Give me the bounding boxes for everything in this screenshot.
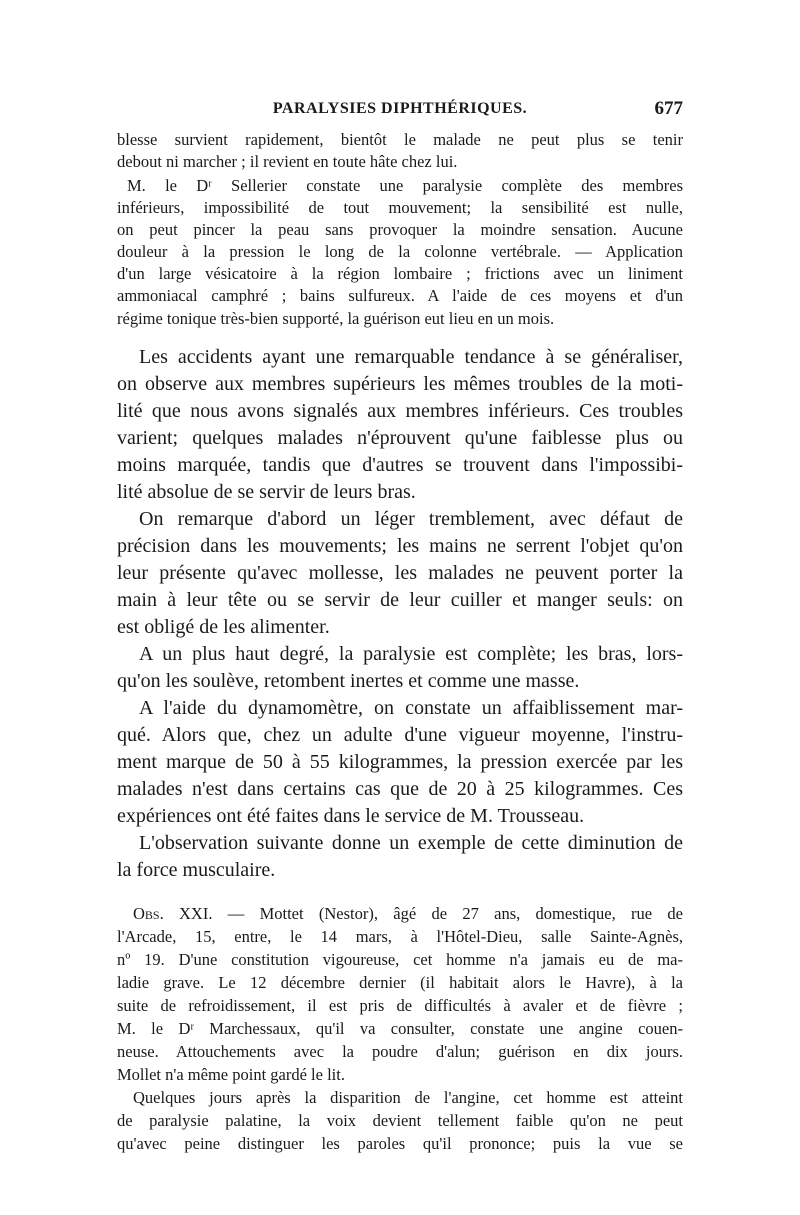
observation-line: ladie grave. Le 12 décembre dernier (il habitait alors le Havre), à la bbox=[117, 973, 683, 992]
text-line: debout ni marcher ; il revient en toute hâte chez lui. bbox=[117, 152, 458, 171]
observation-line: de paralysie palatine, la voix devient tellement faible qu'on ne peut bbox=[117, 1111, 683, 1130]
running-title: PARALYSIES DIPHTHÉRIQUES. bbox=[272, 100, 528, 117]
observation-line: qu'avec peine distinguer les paroles qu'il prononce; puis la vue se bbox=[117, 1134, 683, 1153]
text-line: varient; quelques malades n'éprouvent qu'une faiblesse plus ou bbox=[117, 427, 683, 449]
text-line: Les accidents ayant une remarquable tendance à se généraliser, bbox=[139, 346, 683, 368]
observation-line: Mollet n'a même point gardé le lit. bbox=[117, 1065, 345, 1084]
text-line: ment marque de 50 à 55 kilogrammes, la pression exercée par les bbox=[117, 751, 683, 773]
text-line: main à leur tête ou se servir de leur cuiller et manger seuls: on bbox=[117, 589, 683, 611]
running-header bbox=[117, 98, 683, 124]
observation-line: neuse. Attouchements avec la poudre d'alun; guérison en dix jours. bbox=[117, 1042, 683, 1061]
text-line: régime tonique très-bien supporté, la guérison eut lieu en un mois. bbox=[117, 309, 555, 328]
text-line: ammoniacal camphré ; bains sulfureux. A l'aide de ces moyens et d'un bbox=[117, 286, 683, 305]
page-number: 677 bbox=[654, 98, 683, 119]
text-line: L'observation suivante donne un exemple de cette diminution de bbox=[139, 832, 683, 854]
text-line: A un plus haut degré, la paralysie est complète; les bras, lors- bbox=[139, 643, 683, 665]
text-line: leur présente qu'avec mollesse, les malades ne peuvent porter la bbox=[117, 562, 683, 584]
text-line: blesse survient rapidement, bientôt le malade ne peut plus se tenir bbox=[117, 130, 683, 149]
text-line: inférieurs, impossibilité de tout mouvement; la sensibilité est nulle, bbox=[117, 198, 683, 217]
observation-line: M. le Dʳ Marchessaux, qu'il va consulter, constate une angine couen- bbox=[117, 1019, 683, 1038]
text-line: malades n'est dans certains cas que de 20 à 25 kilogrammes. Ces bbox=[117, 778, 683, 800]
observation-line: Quelques jours après la disparition de l'angine, cet homme est atteint bbox=[133, 1088, 683, 1107]
text-line: moins marquée, tandis que d'autres se trouvent dans l'impossibi- bbox=[117, 454, 683, 476]
observation-line: Obs. XXI. — Mottet (Nestor), âgé de 27 ans, domestique, rue de bbox=[133, 904, 683, 923]
observation-label: Obs. bbox=[133, 904, 164, 923]
observation-line: suite de refroidissement, il est pris de difficultés à avaler et de fièvre ; bbox=[117, 996, 683, 1015]
text-line: A l'aide du dynamomètre, on constate un affaiblissement mar- bbox=[139, 697, 683, 719]
text-line: qué. Alors que, chez un adulte d'une vigueur moyenne, l'instru- bbox=[117, 724, 683, 746]
text-line: lité que nous avons signalés aux membres inférieurs. Ces troubles bbox=[117, 400, 683, 422]
text-line: On remarque d'abord un léger tremblement, avec défaut de bbox=[139, 508, 683, 530]
text-line: douleur à la pression le long de la colonne vertébrale. — Application bbox=[117, 242, 683, 261]
observation-line: nº 19. D'une constitution vigoureuse, cet homme n'a jamais eu de ma- bbox=[117, 950, 683, 969]
text-line: la force musculaire. bbox=[117, 859, 276, 881]
text-line: précision dans les mouvements; les mains ne serrent l'objet qu'on bbox=[117, 535, 683, 557]
text-line: lité absolue de se servir de leurs bras. bbox=[117, 481, 416, 503]
observation-line: l'Arcade, 15, entre, le 14 mars, à l'Hôtel-Dieu, salle Sainte-Agnès, bbox=[117, 927, 683, 946]
text-line: est obligé de les alimenter. bbox=[117, 616, 330, 638]
text-line: M. le Dʳ Sellerier constate une paralysie complète des membres bbox=[127, 176, 683, 195]
text-line: d'un large vésicatoire à la région lombaire ; frictions avec un liniment bbox=[117, 264, 683, 283]
text-line: expériences ont été faites dans le service de M. Trousseau. bbox=[117, 805, 585, 827]
text-line: qu'on les soulève, retombent inertes et comme une masse. bbox=[117, 670, 580, 692]
text-line: on peut pincer la peau sans provoquer la moindre sensation. Aucune bbox=[117, 220, 683, 239]
text-line: on observe aux membres supérieurs les mêmes troubles de la moti- bbox=[117, 373, 683, 395]
